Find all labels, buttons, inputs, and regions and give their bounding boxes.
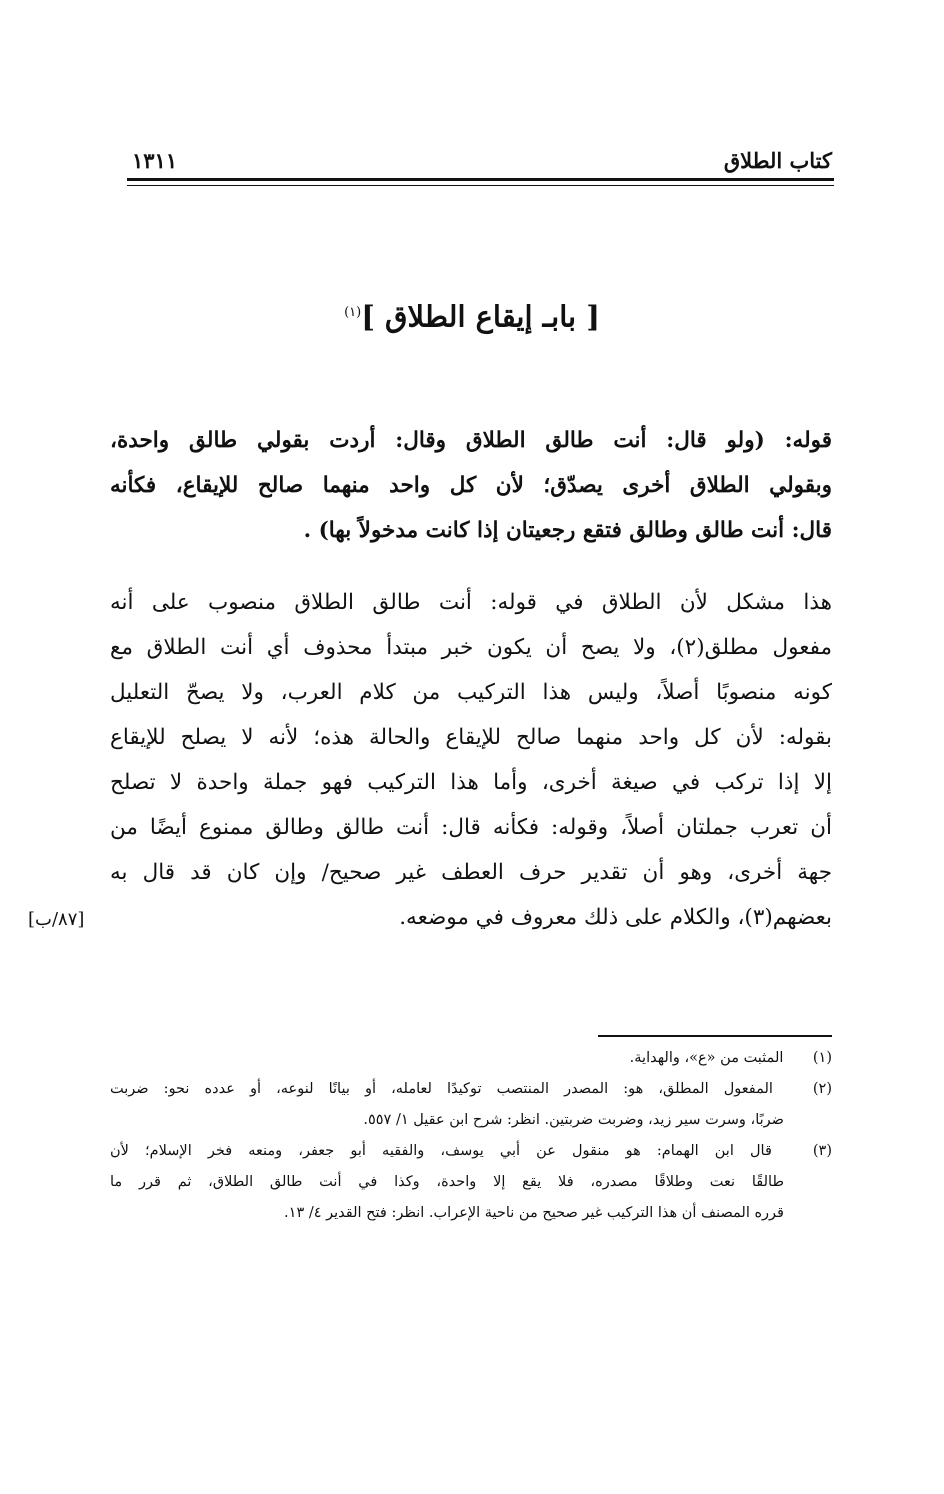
footnotes	[110, 1043, 832, 1229]
footnote-number: (١)	[812, 1050, 832, 1066]
chapter-title	[0, 292, 944, 338]
commentary-line: أن تعرب جملتان أصلاً، وقوله: فكأنه قال: أنت طالق وطالق ممنوع أيضًا من	[110, 815, 832, 840]
quote-line: قال: أنت طالق وطالق فتقع رجعيتان إذا كانت مدخولاً بها) .	[303, 518, 832, 543]
commentary-line: إلا إذا تركب في صيغة أخرى، وأما هذا التركيب فهو جملة واحدة لا تصلح	[110, 770, 832, 795]
quote-line: وبقولي الطلاق أخرى يصدّق؛ لأن كل واحد منهما صالح للإيقاع، فكأنه	[110, 473, 832, 498]
quote-line: قوله: (ولو قال: أنت طالق الطلاق وقال: أردت بقولي طالق واحدة،	[110, 428, 832, 453]
footnote-1	[110, 1043, 832, 1074]
manuscript-folio-marker: [٨٧/ب]	[28, 909, 85, 930]
commentary-line: جهة أخرى، وهو أن تقدير حرف العطف غير صحيح/ وإن كان قد قال به	[110, 860, 832, 885]
footnote-line	[110, 1074, 832, 1105]
footnote-3	[110, 1136, 832, 1229]
footnote-number: (٢)	[812, 1081, 833, 1097]
footnote-line: ضربًا، وسرت سير زيد، وضربت ضربتين. انظر: شرح ابن عقيل ١/ ٥٥٧.	[363, 1112, 784, 1128]
footnote-text: المثبت من «ع»، والهداية.	[629, 1050, 784, 1066]
chapter-title-text: [ بابـ إيقاع الطلاق ]	[361, 299, 600, 334]
footnote-separator	[598, 1035, 832, 1037]
footnote-line: قرره المصنف أن هذا التركيب غير صحيح من ناحية الإعراب. انظر: فتح القدير ٤/ ١٣.	[284, 1205, 784, 1221]
header-rule-thick	[127, 178, 834, 181]
footnote-2	[110, 1074, 832, 1136]
commentary-line: هذا مشكل لأن الطلاق في قوله: أنت طالق الطلاق منصوب على أنه	[110, 590, 832, 615]
footnote-text: قال ابن الهمام: هو منقول عن أبي يوسف، والفقيه أبو جعفر، ومنعه فخر الإسلام؛ لأن	[110, 1143, 772, 1159]
header-rule-thin	[127, 185, 834, 186]
running-header-title: كتاب الطلاق	[723, 148, 832, 173]
footnote-line: طالقًا نعت وطلاقًا مصدره، فلا يقع إلا واحدة، وكذا في أنت طالق الطلاق، ثم قرر ما	[110, 1174, 784, 1190]
chapter-footnote-ref: (١)	[344, 305, 362, 320]
quoted-text-block	[110, 418, 832, 553]
footnote-line	[110, 1043, 832, 1074]
footnote-text: المفعول المطلق، هو: المصدر المنتصب توكيدًا لعامله، أو بيانًا لنوعه، أو عدده نحو: ضربت	[110, 1081, 773, 1097]
commentary-line: مفعول مطلق(٢)، ولا يصح أن يكون خبر مبتدأ محذوف أي أنت الطلاق مع	[110, 635, 832, 660]
commentary-line: بعضهم(٣)، والكلام على ذلك معروف في موضعه.	[399, 905, 832, 930]
commentary-line: كونه منصوبًا أصلاً، وليس هذا التركيب من كلام العرب، ولا يصحّ التعليل	[110, 680, 832, 705]
commentary-block	[110, 580, 832, 940]
footnote-number: (٣)	[812, 1143, 833, 1159]
footnote-line	[110, 1136, 832, 1167]
page-number: ١٣١١	[132, 148, 178, 173]
commentary-line: بقوله: لأن كل واحد منهما صالح للإيقاع والحالة هذه؛ لأنه لا يصلح للإيقاع	[110, 725, 832, 750]
